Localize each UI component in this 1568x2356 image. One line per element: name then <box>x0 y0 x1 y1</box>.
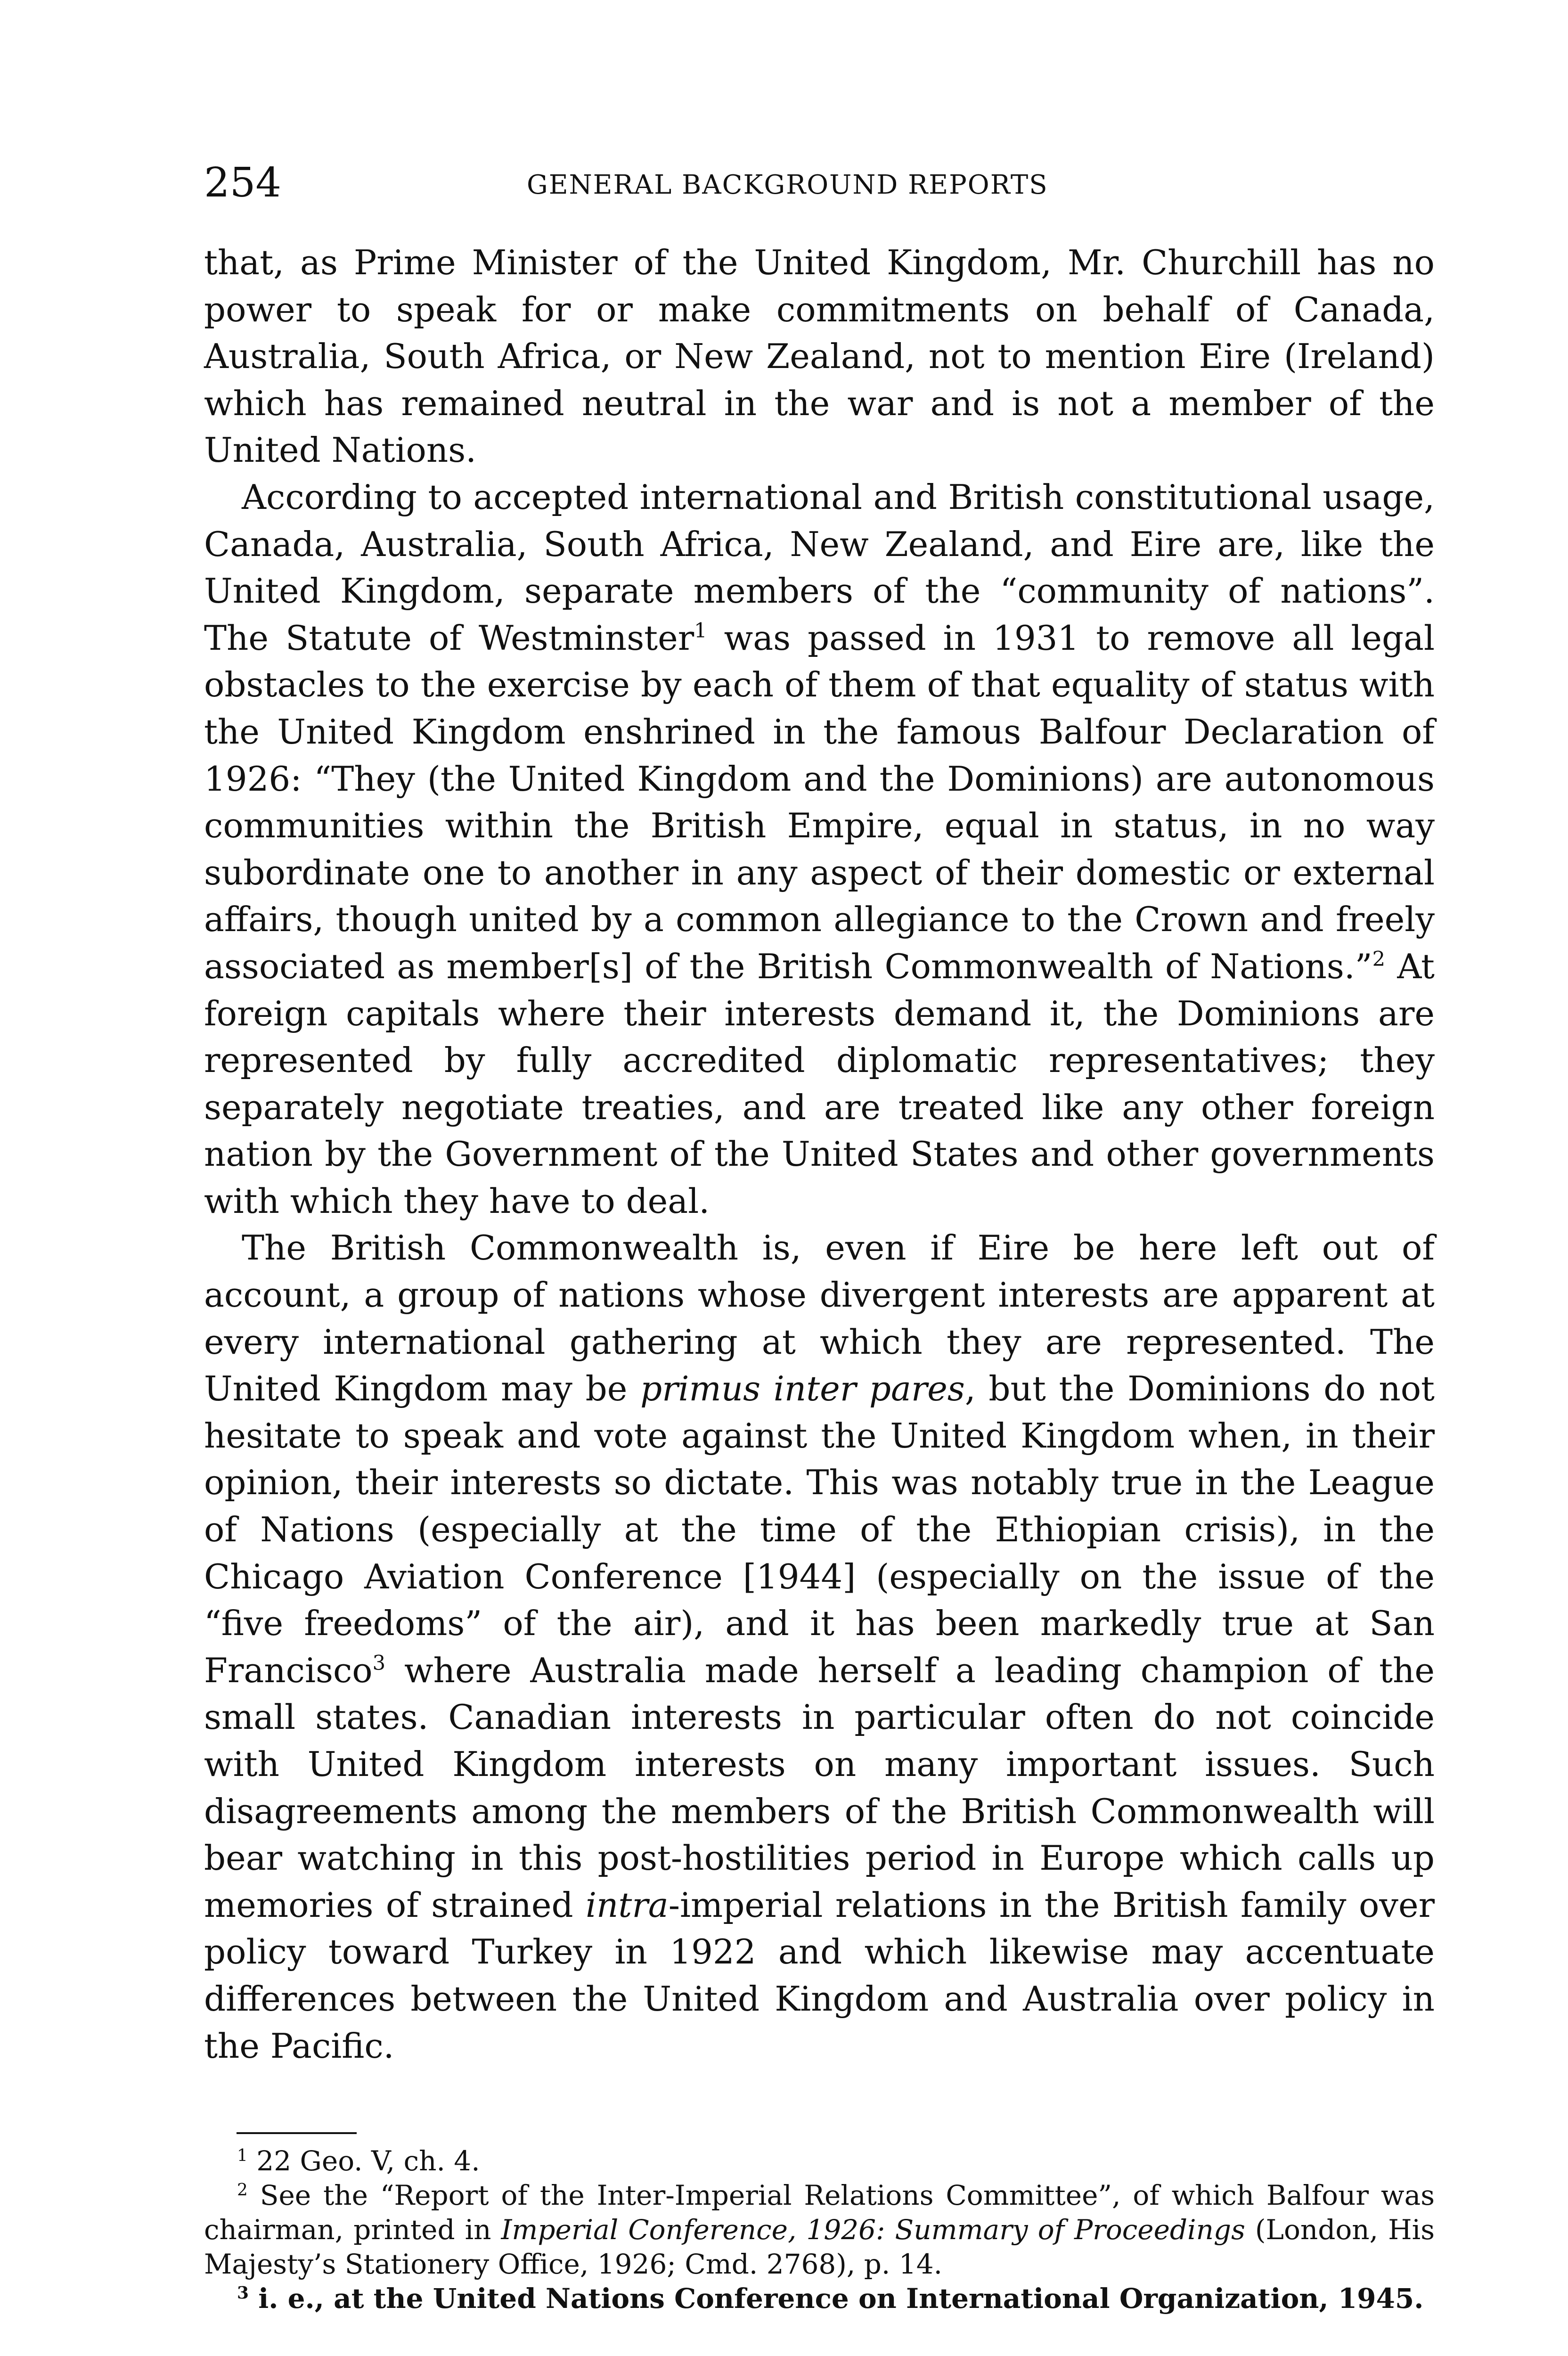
footnote-1-text: 22 Geo. V, ch. 4. <box>247 2145 480 2177</box>
footnote-3-mark: 3 <box>237 2283 249 2303</box>
running-head: GENERAL BACKGROUND REPORTS <box>527 170 1048 200</box>
footnote-2-italic: Imperial Conference, 1926: Summary of Proceedings <box>501 2214 1245 2246</box>
paragraph-3-italic-1: primus inter pares <box>640 1369 965 1409</box>
footnote-3-text: i. e., at the United Nations Conference on International Organization, 1945. <box>249 2282 1424 2315</box>
footnote-2 <box>204 2178 1435 2282</box>
footnote-1-mark: 1 <box>237 2146 248 2166</box>
paragraph-2-text-c: At foreign capitals where their interests demand it, the Dominions are represented by fully accredited diplomatic representatives; they separately negotiate treaties, and are treated like any other foreign nation by the Government of the United States and other governments with which they have to deal. <box>204 946 1435 1221</box>
footnote-ref-1: 1 <box>694 619 707 643</box>
footnote-ref-2: 2 <box>1372 948 1386 971</box>
paragraph-1-text: that, as Prime Minister of the United Kingdom, Mr. Churchill has no power to speak for or make commitments on behalf of Canada, Australia, South Africa, or New Zealand, not to mention Eire (Ireland) which has remained neutral in the war and is not a member of the United Nations. <box>204 243 1435 470</box>
paragraph-3-text-b: , but the Dominions do not hesitate to speak and vote against the United Kingdom when, in their opinion, their interests so dictate. This was notably true in the League of Nations (especially at the time of the Ethiopian crisis), in the Chicago Aviation Conference [1944] (especially on the issue of the “five freedoms” of the air), and it has been markedly true at San Francisco <box>204 1369 1435 1690</box>
paragraph-3-text-c: where Australia made herself a leading champion of the small states. Canadian interests in particular often do not coincide with United Kingdom interests on many important issues. Such disagreements among the members of the British Commonwealth will bear watching in this post-hostilities period in Europe which calls up memories of strained <box>204 1650 1435 1925</box>
paragraph-2-text-b: was passed in 1931 to remove all legal obstacles to the exercise by each of them of that equality of status with the United Kingdom enshrined in the famous Balfour Declaration of 1926: “They (the United Kingdom and the Dominions) are autonomous communities within the British Empire, equal in status, in no way subordinate one to another in any aspect of their domestic or external affairs, though united by a common allegiance to the Crown and freely associated as member[s] of the British Commonwealth of Nations.” <box>204 618 1435 986</box>
footnote-divider <box>237 2132 357 2134</box>
paragraph-3-text-d: -imperial relations in the British family over policy toward Turkey in 1922 and which likewise may accentuate differences between the United Kingdom and Australia over policy in the Pacific. <box>204 1885 1435 2066</box>
body-text <box>204 239 1435 2070</box>
footnote-1 <box>204 2144 1435 2178</box>
footnote-3 <box>204 2282 1435 2316</box>
page-number: 254 <box>204 159 282 206</box>
paragraph-3-italic-2: intra <box>586 1885 669 1925</box>
paragraph-3-text-a: The British Commonwealth is, even if Eire be here left out of account, a group of nations whose divergent interests are apparent at every international gathering at which they are represented. The United Kingdom may be <box>204 1228 1435 1409</box>
footnote-2-mark: 2 <box>237 2180 248 2200</box>
footnote-2-text-a: See the “Report of the Inter-Imperial Relations Committee”, of which Balfour was chairman, printed in <box>204 2179 1435 2246</box>
paragraph-1 <box>204 239 1435 474</box>
paragraph-2 <box>204 474 1435 1225</box>
footnote-ref-3: 3 <box>372 1651 386 1675</box>
footnote-2-text-b: (London, His Majesty’s Stationery Office, 1926; Cmd. 2768), p. 14. <box>204 2214 1435 2280</box>
page-header <box>204 159 1435 206</box>
paragraph-3 <box>204 1225 1435 2070</box>
paragraph-2-text-a: According to accepted international and British constitutional usage, Canada, Australia, South Africa, New Zealand, and Eire are, like the United Kingdom, separate members of the “community of nations”. The Statute of Westminster <box>204 477 1435 658</box>
footnotes <box>204 2144 1435 2316</box>
